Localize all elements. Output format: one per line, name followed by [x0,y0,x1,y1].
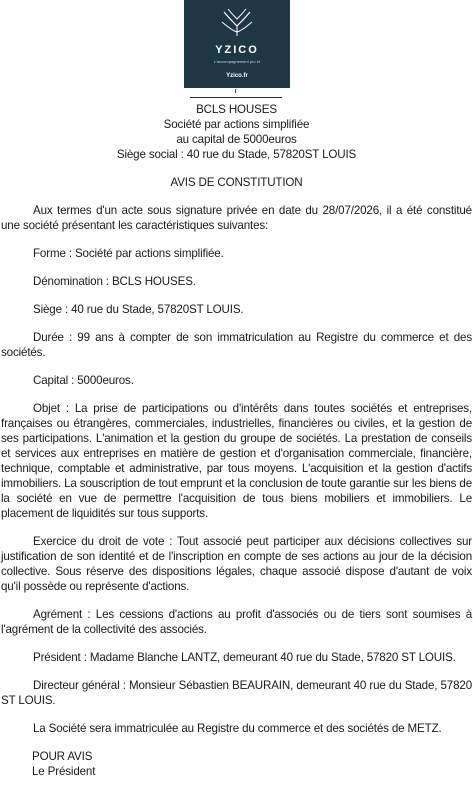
notice-title: AVIS DE CONSTITUTION [170,176,303,189]
paragraph-forme: Forme : Société par actions simplifiée. [33,247,224,260]
company-capital: au capital de 5000euros [176,133,297,146]
yzico-emblem-icon [221,6,253,40]
company-form: Société par actions simplifiée [163,118,310,131]
yzico-logo [184,0,290,88]
signature-pour-avis: POUR AVIS [32,750,93,763]
logo-tick-divider [235,89,236,93]
logo-website: Yzico.fr [226,73,248,79]
logo-name: YZICO [215,44,259,56]
company-name: BCLS HOUSES [196,103,277,116]
company-header [0,102,473,162]
paragraph-president: Président : Madame Blanche LANTZ, demeurant 40 rue du Stade, 57820 ST LOUIS. [33,651,456,664]
company-seat: Siège social : 40 rue du Stade, 57820ST LOUIS [116,148,357,161]
paragraph-duree: Durée : 99 ans à compter de son immatriculation au Registre du commerce et des sociétés. [1,331,472,359]
header-rule [190,97,282,98]
logo-tagline: L'accompagnement pro et [213,59,261,64]
signature-block [0,749,473,779]
paragraph-objet: Objet : La prise de participations ou d'intérêts dans toutes sociétés et entreprises, françaises ou étrangères, commerciales, industrielles, financières ou civiles, et la gestion de ses participations. L'animation et la gestion du groupe de sociétés. La prestation de conseils et services aux entreprises en matière de gestion et d'organisation commerciale, financière, technique, comptable et administrative, par tous moyens. L'acquisition et la gestion d'actifs immobiliers. La souscription de tout emprunt et la conclusion de toute garantie sur les biens de la société en vue de permettre l'acquisition de tous biens mobiliers et immobiliers. Le placement de liquidités sur tous supports. [1,402,472,520]
paragraph-directeur-general: Directeur général : Monsieur Sébastien BEAURAIN, demeurant 40 rue du Stade, 57820 ST LOUIS. [1,679,472,707]
paragraph-siege: Siège : 40 rue du Stade, 57820ST LOUIS. [33,303,244,316]
signature-role: Le Président [32,765,96,778]
paragraph-intro: Aux termes d'un acte sous signature privée en date du 28/07/2026, il a été constitué une société présentant les caractéristiques suivantes: [1,204,472,232]
paragraph-capital: Capital : 5000euros. [33,374,134,387]
legal-notice [0,102,473,779]
paragraph-immatriculation: La Société sera immatriculée au Registre du commerce et des sociétés de METZ. [33,722,442,735]
paragraph-agrement: Agrément : Les cessions d'actions au profit d'associés ou de tiers sont soumises à l'agrément de la collectivité des associés. [1,608,472,636]
paragraph-denomination: Dénomination : BCLS HOUSES. [33,275,196,288]
paragraph-droit-de-vote: Exercice du droit de vote : Tout associé peut participer aux décisions collectives sur justification de son identité et de l'inscription en compte de ses actions au jour de la décision collective. Sous réserve des dispositions légales, chaque associé dispose d'autant de voix qu'il possède ou représente d'actions. [1,535,472,593]
